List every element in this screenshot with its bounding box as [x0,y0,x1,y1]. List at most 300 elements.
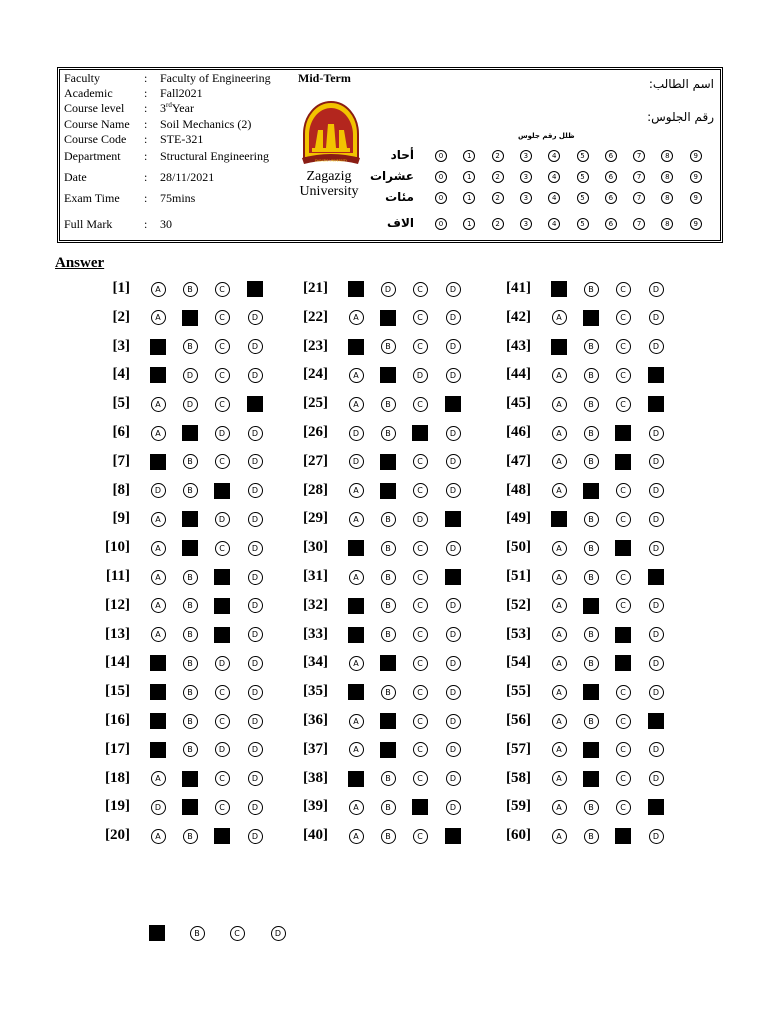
answer-bubble[interactable]: C [215,454,230,469]
digit-bubble[interactable]: 1 [463,218,475,230]
answer-bubble[interactable]: D [649,598,664,613]
answer-bubble[interactable]: A [552,426,567,441]
answer-bubble[interactable]: B [381,570,396,585]
answer-bubble[interactable]: B [584,339,599,354]
answer-bubble[interactable]: D [446,310,461,325]
answer-bubble-filled[interactable] [648,396,664,412]
digit-bubble[interactable]: 2 [492,192,504,204]
answer-bubble[interactable]: D [649,656,664,671]
answer-bubble[interactable]: D [248,426,263,441]
question-number: [41] [506,280,531,296]
answer-bubble-filled[interactable] [150,742,166,758]
answer-bubble-filled[interactable] [380,310,396,326]
answer-bubble[interactable]: D [446,426,461,441]
answer-bubble[interactable]: D [248,541,263,556]
info-value: 3rdYear [160,101,194,115]
digit-bubble[interactable]: 0 [435,171,447,183]
answer-bubble[interactable]: C [616,339,631,354]
answer-bubble[interactable]: C [616,282,631,297]
answer-bubble[interactable]: C [616,397,631,412]
answer-bubble[interactable]: D [446,800,461,815]
answer-bubble-filled[interactable] [348,771,364,787]
digit-bubble[interactable]: 8 [661,171,673,183]
answer-bubble-filled[interactable] [551,281,567,297]
answer-bubble[interactable]: A [552,454,567,469]
answer-bubble[interactable]: D [649,310,664,325]
digit-bubble[interactable]: 6 [605,218,617,230]
answer-bubble-filled[interactable] [380,454,396,470]
answer-bubble[interactable]: D [446,483,461,498]
answer-bubble[interactable]: B [584,627,599,642]
digit-bubble[interactable]: 3 [520,192,532,204]
digit-bubble[interactable]: 9 [690,192,702,204]
answer-bubble-filled[interactable] [615,655,631,671]
answer-bubble[interactable]: C [616,368,631,383]
answer-bubble[interactable]: D [649,742,664,757]
answer-bubble-filled[interactable] [182,771,198,787]
info-colon: : [144,149,148,163]
answer-bubble[interactable]: D [446,454,461,469]
answer-bubble[interactable]: C [616,570,631,585]
answer-bubble[interactable]: A [552,800,567,815]
answer-bubble[interactable]: D [248,483,263,498]
answer-bubble[interactable]: A [151,397,166,412]
answer-bubble[interactable]: D [248,714,263,729]
digit-bubble[interactable]: 5 [577,171,589,183]
answer-bubble[interactable]: D [248,742,263,757]
digit-bubble[interactable]: 2 [492,218,504,230]
answer-bubble[interactable]: D [271,926,286,941]
answer-bubble[interactable]: D [446,282,461,297]
answer-bubble[interactable]: B [584,541,599,556]
answer-bubble[interactable]: D [649,339,664,354]
answer-bubble-filled[interactable] [150,655,166,671]
digit-bubble[interactable]: 3 [520,218,532,230]
answer-bubble[interactable]: D [349,454,364,469]
answer-bubble[interactable]: B [381,397,396,412]
answer-bubble[interactable]: D [215,426,230,441]
answer-bubble[interactable]: C [616,685,631,700]
answer-bubble[interactable]: D [446,771,461,786]
answer-bubble-filled[interactable] [149,925,165,941]
answer-bubble[interactable]: D [446,714,461,729]
answer-bubble-filled[interactable] [348,598,364,614]
answer-bubble[interactable]: A [151,310,166,325]
answer-bubble-filled[interactable] [615,627,631,643]
answer-bubble[interactable]: B [183,339,198,354]
digit-bubble[interactable]: 3 [520,150,532,162]
answer-bubble-filled[interactable] [648,367,664,383]
answer-bubble[interactable]: D [446,598,461,613]
digit-bubble[interactable]: 0 [435,218,447,230]
digit-bubble[interactable]: 5 [577,218,589,230]
answer-bubble-filled[interactable] [182,799,198,815]
answer-bubble-filled[interactable] [583,742,599,758]
answer-bubble[interactable]: A [349,368,364,383]
answer-bubble[interactable]: D [248,829,263,844]
answer-bubble-filled[interactable] [150,684,166,700]
answer-bubble[interactable]: B [584,800,599,815]
digit-bubble[interactable]: 4 [548,192,560,204]
answer-bubble-filled[interactable] [182,540,198,556]
question-number: [13] [105,625,130,642]
answer-bubble[interactable]: C [215,368,230,383]
digit-bubble[interactable]: 1 [463,150,475,162]
answer-bubble[interactable]: A [151,627,166,642]
answer-bubble-filled[interactable] [648,799,664,815]
digit-bubble[interactable]: 8 [661,192,673,204]
answer-bubble[interactable]: C [215,714,230,729]
info-value: STE-321 [160,132,204,146]
answer-bubble[interactable]: C [413,685,428,700]
answer-bubble-filled[interactable] [583,483,599,499]
answer-bubble[interactable]: D [215,742,230,757]
digit-bubble[interactable]: 9 [690,150,702,162]
answer-bubble[interactable]: B [381,627,396,642]
answer-bubble[interactable]: B [381,541,396,556]
answer-bubble[interactable]: A [552,742,567,757]
answer-bubble-filled[interactable] [445,828,461,844]
answer-bubble[interactable]: A [151,512,166,527]
answer-bubble[interactable]: D [446,685,461,700]
answer-bubble[interactable]: C [413,598,428,613]
answer-bubble[interactable]: D [248,368,263,383]
answer-bubble[interactable]: D [649,771,664,786]
answer-bubble[interactable]: A [151,570,166,585]
answer-bubble[interactable]: A [151,598,166,613]
answer-bubble[interactable]: B [584,397,599,412]
digit-bubble[interactable]: 7 [633,218,645,230]
digit-bubble[interactable]: 1 [463,192,475,204]
answer-bubble-filled[interactable] [615,425,631,441]
answer-bubble-filled[interactable] [648,713,664,729]
answer-bubble[interactable]: B [183,627,198,642]
answer-bubble[interactable]: A [349,397,364,412]
answer-bubble[interactable]: B [183,742,198,757]
question-number: [11] [105,568,130,584]
answer-bubble[interactable]: C [616,800,631,815]
digit-bubble[interactable]: 6 [605,171,617,183]
answer-bubble-filled[interactable] [583,310,599,326]
answer-bubble[interactable]: A [349,714,364,729]
answer-bubble-filled[interactable] [348,684,364,700]
answer-bubble[interactable]: C [215,339,230,354]
answer-bubble[interactable]: C [413,282,428,297]
answer-bubble-filled[interactable] [445,396,461,412]
answer-bubble[interactable]: B [584,714,599,729]
answer-bubble[interactable]: C [616,771,631,786]
answer-bubble[interactable]: C [413,627,428,642]
answer-bubble[interactable]: C [413,483,428,498]
question-number: [35] [303,683,328,700]
answer-bubble[interactable]: A [552,541,567,556]
answer-bubble[interactable]: C [230,926,245,941]
digit-bubble[interactable]: 5 [577,150,589,162]
digit-bubble[interactable]: 7 [633,150,645,162]
answer-bubble[interactable]: A [151,829,166,844]
answer-bubble[interactable]: C [616,512,631,527]
answer-bubble[interactable]: D [446,339,461,354]
digit-bubble[interactable]: 7 [633,192,645,204]
answer-bubble[interactable]: B [381,426,396,441]
answer-bubble[interactable]: C [413,714,428,729]
answer-bubble[interactable]: D [649,454,664,469]
answer-bubble-filled[interactable] [615,828,631,844]
answer-bubble-filled[interactable] [648,569,664,585]
answer-bubble[interactable]: D [248,800,263,815]
answer-bubble[interactable]: C [616,742,631,757]
digit-bubble[interactable]: 4 [548,150,560,162]
digit-bubble[interactable]: 9 [690,218,702,230]
answer-bubble[interactable]: D [446,627,461,642]
answer-bubble[interactable]: A [552,714,567,729]
answer-bubble[interactable]: A [552,829,567,844]
digit-bubble[interactable]: 8 [661,218,673,230]
answer-bubble[interactable]: C [413,397,428,412]
answer-bubble[interactable]: C [413,454,428,469]
answer-bubble[interactable]: B [183,598,198,613]
answer-bubble[interactable]: B [381,512,396,527]
answer-bubble[interactable]: A [552,570,567,585]
digit-bubble[interactable]: 9 [690,171,702,183]
answer-bubble[interactable]: D [446,742,461,757]
answer-bubble-filled[interactable] [182,310,198,326]
answer-bubble[interactable]: C [616,310,631,325]
answer-bubble[interactable]: B [584,282,599,297]
answer-bubble[interactable]: A [552,627,567,642]
answer-bubble-filled[interactable] [551,339,567,355]
answer-bubble-filled[interactable] [412,799,428,815]
answer-bubble[interactable]: C [413,541,428,556]
answer-bubble[interactable]: D [446,656,461,671]
answer-bubble[interactable]: C [215,282,230,297]
answer-bubble[interactable]: B [584,656,599,671]
digit-bubble[interactable]: 6 [605,150,617,162]
answer-bubble[interactable]: D [349,426,364,441]
answer-bubble[interactable]: D [183,368,198,383]
answer-bubble[interactable]: C [616,598,631,613]
answer-bubble[interactable]: D [151,483,166,498]
answer-bubble[interactable]: B [381,829,396,844]
digit-bubble[interactable]: 5 [577,192,589,204]
answer-bubble[interactable]: A [349,800,364,815]
digit-bubble[interactable]: 0 [435,192,447,204]
answer-bubble[interactable]: D [215,656,230,671]
answer-bubble[interactable]: D [649,512,664,527]
answer-bubble[interactable]: A [349,570,364,585]
question-number: [28] [303,481,328,498]
answer-bubble[interactable]: A [552,656,567,671]
digit-bubble[interactable]: 7 [633,171,645,183]
answer-bubble[interactable]: A [349,512,364,527]
answer-bubble[interactable]: D [248,310,263,325]
answer-bubble[interactable]: D [649,541,664,556]
answer-bubble-filled[interactable] [214,627,230,643]
answer-bubble-filled[interactable] [380,483,396,499]
answer-bubble[interactable]: A [552,310,567,325]
answer-bubble[interactable]: C [413,771,428,786]
answer-bubble-filled[interactable] [380,713,396,729]
answer-bubble[interactable]: D [248,685,263,700]
answer-bubble[interactable]: D [151,800,166,815]
answer-bubble[interactable]: C [215,685,230,700]
answer-bubble[interactable]: B [190,926,205,941]
answer-bubble-filled[interactable] [615,540,631,556]
answer-bubble-filled[interactable] [150,339,166,355]
answer-bubble[interactable]: D [446,541,461,556]
answer-bubble-filled[interactable] [247,281,263,297]
answer-bubble[interactable]: C [616,714,631,729]
answer-bubble-filled[interactable] [445,511,461,527]
answer-bubble-filled[interactable] [150,367,166,383]
answer-bubble[interactable]: B [183,282,198,297]
answer-bubble[interactable]: D [413,512,428,527]
answer-bubble-filled[interactable] [150,713,166,729]
answer-bubble[interactable]: B [381,339,396,354]
answer-bubble[interactable]: A [552,598,567,613]
answer-bubble[interactable]: D [248,454,263,469]
answer-bubble-filled[interactable] [583,684,599,700]
answer-bubble[interactable]: C [215,800,230,815]
answer-bubble[interactable]: B [183,829,198,844]
answer-bubble-filled[interactable] [348,339,364,355]
answer-bubble[interactable]: B [183,656,198,671]
digit-bubble[interactable]: 3 [520,171,532,183]
answer-bubble-filled[interactable] [348,281,364,297]
answer-bubble[interactable]: C [215,771,230,786]
answer-bubble[interactable]: B [381,771,396,786]
answer-bubble[interactable]: A [349,483,364,498]
answer-bubble[interactable]: C [215,310,230,325]
digit-bubble[interactable]: 4 [548,171,560,183]
answer-bubble[interactable]: D [446,368,461,383]
answer-bubble[interactable]: D [381,282,396,297]
answer-bubble[interactable]: A [552,685,567,700]
answer-bubble[interactable]: D [248,656,263,671]
digit-bubble[interactable]: 4 [548,218,560,230]
answer-bubble-filled[interactable] [348,627,364,643]
answer-bubble[interactable]: A [349,656,364,671]
answer-bubble-filled[interactable] [412,425,428,441]
answer-bubble[interactable]: D [248,627,263,642]
answer-bubble[interactable]: C [413,339,428,354]
info-label: Course Name [64,117,130,131]
answer-bubble[interactable]: C [413,829,428,844]
answer-bubble[interactable]: D [649,483,664,498]
answer-bubble[interactable]: B [183,483,198,498]
answer-bubble[interactable]: A [151,282,166,297]
answer-bubble[interactable]: A [552,368,567,383]
answer-bubble[interactable]: D [248,598,263,613]
answer-bubble-filled[interactable] [583,598,599,614]
answer-bubble[interactable]: B [584,512,599,527]
question-number: [29] [303,510,328,527]
answer-bubble-filled[interactable] [214,828,230,844]
digit-bubble[interactable]: 6 [605,192,617,204]
answer-bubble-filled[interactable] [214,569,230,585]
answer-bubble[interactable]: B [183,714,198,729]
digit-bubble[interactable]: 2 [492,150,504,162]
answer-bubble[interactable]: B [183,454,198,469]
answer-bubble[interactable]: B [183,570,198,585]
answer-bubble[interactable]: B [584,368,599,383]
answer-bubble[interactable]: B [381,685,396,700]
info-label: Exam Time [64,191,120,205]
answer-bubble[interactable]: A [349,829,364,844]
answer-bubble[interactable]: C [413,570,428,585]
question-number: [49] [506,510,531,527]
question-number: [43] [506,337,531,354]
question-number: [59] [506,798,531,815]
answer-bubble[interactable]: C [215,397,230,412]
answer-bubble-filled[interactable] [247,396,263,412]
answer-bubble[interactable]: D [248,570,263,585]
answer-bubble[interactable]: C [616,483,631,498]
answer-bubble[interactable]: D [183,397,198,412]
answer-bubble-filled[interactable] [214,598,230,614]
answer-bubble[interactable]: B [584,570,599,585]
answer-bubble[interactable]: B [381,800,396,815]
answer-bubble-filled[interactable] [182,511,198,527]
answer-bubble[interactable]: B [584,829,599,844]
answer-bubble[interactable]: D [649,685,664,700]
answer-bubble-filled[interactable] [615,454,631,470]
answer-bubble[interactable]: D [413,368,428,383]
answer-bubble[interactable]: C [215,541,230,556]
answer-bubble[interactable]: A [151,426,166,441]
answer-bubble[interactable]: B [381,598,396,613]
answer-bubble[interactable]: C [413,742,428,757]
answer-bubble[interactable]: D [248,512,263,527]
answer-bubble[interactable]: D [649,426,664,441]
info-label: Date [64,170,87,184]
answer-bubble[interactable]: A [349,742,364,757]
answer-bubble[interactable]: C [413,310,428,325]
answer-bubble[interactable]: B [584,454,599,469]
question-number: [50] [506,539,531,556]
answer-bubble-filled[interactable] [150,454,166,470]
answer-bubble-filled[interactable] [380,655,396,671]
digit-bubble[interactable]: 2 [492,171,504,183]
answer-bubble[interactable]: A [552,483,567,498]
answer-bubble[interactable]: D [215,512,230,527]
answer-bubble[interactable]: A [151,541,166,556]
digit-bubble[interactable]: 8 [661,150,673,162]
answer-bubble[interactable]: A [349,310,364,325]
answer-bubble-filled[interactable] [551,511,567,527]
answer-bubble[interactable]: D [649,627,664,642]
answer-bubble-filled[interactable] [214,483,230,499]
answer-bubble[interactable]: D [649,829,664,844]
answer-bubble[interactable]: C [413,656,428,671]
answer-bubble-filled[interactable] [445,569,461,585]
answer-bubble[interactable]: A [552,397,567,412]
answer-bubble-filled[interactable] [380,367,396,383]
answer-bubble-filled[interactable] [583,771,599,787]
digit-bubble[interactable]: 1 [463,171,475,183]
answer-bubble[interactable]: D [649,282,664,297]
answer-bubble[interactable]: D [248,339,263,354]
answer-bubble[interactable]: B [183,685,198,700]
answer-bubble[interactable]: B [584,426,599,441]
answer-bubble[interactable]: A [552,771,567,786]
answer-bubble-filled[interactable] [182,425,198,441]
digit-bubble[interactable]: 0 [435,150,447,162]
answer-bubble[interactable]: A [151,771,166,786]
answer-bubble[interactable]: D [248,771,263,786]
answer-bubble-filled[interactable] [348,540,364,556]
answer-bubble-filled[interactable] [380,742,396,758]
